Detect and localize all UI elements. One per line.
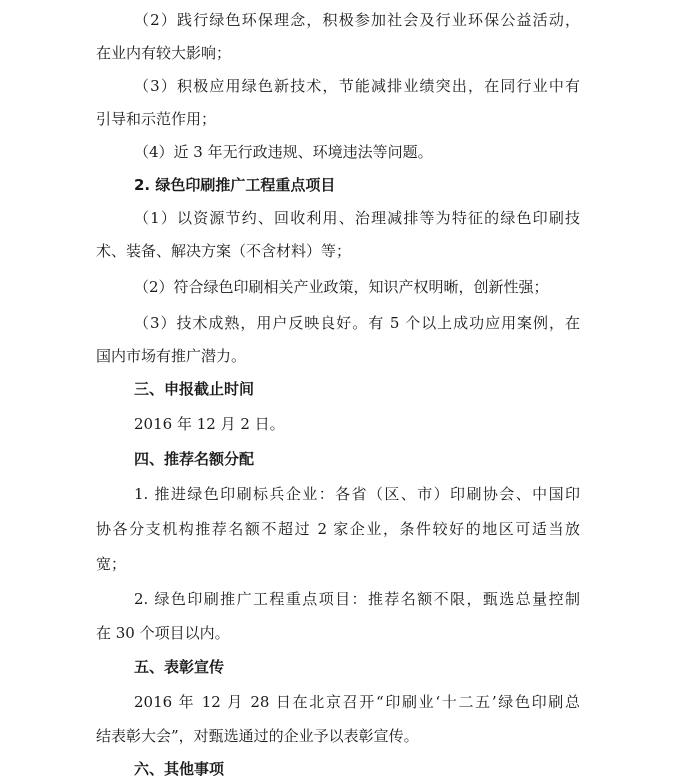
paragraph-line: （3）积极应用绿色新技术，节能减排业绩突出，在同行业中有 [134,77,580,95]
paragraph-line: 在 30 个项目以内。 [96,624,230,642]
paragraph-line: 国内市场有推广潜力。 [96,347,247,365]
paragraph-line: 2016 年 12 月 28 日在北京召开“印刷业‘十二五’绿色印刷总 [134,693,580,711]
paragraph-line: （2）符合绿色印刷相关产业政策，知识产权明晰，创新性强； [134,278,549,296]
paragraph-line: （4）近 3 年无行政违规、环境违法等问题。 [134,143,433,161]
paragraph-line: 2016 年 12 月 2 日。 [134,415,285,433]
paragraph-line: 宽； [96,555,127,573]
section-heading: 三、申报截止时间 [134,380,255,398]
paragraph-line: （2）践行绿色环保理念，积极参加社会及行业环保公益活动， [134,11,580,29]
paragraph-line: 1. 推进绿色印刷标兵企业：各省（区、市）印刷协会、中国印 [134,485,580,503]
section-heading: 五、表彰宣传 [134,658,225,676]
paragraph-line: 结表彰大会”，对甄选通过的企业予以表彰宣传。 [96,727,419,745]
paragraph-line: 协各分支机构推荐名额不超过 2 家企业，条件较好的地区可适当放 [96,520,580,538]
section-heading: 六、其他事项 [134,760,225,778]
paragraph-line: （1）以资源节约、回收利用、治理减排等为特征的绿色印刷技 [134,209,580,227]
paragraph-line: 术、装备、解决方案（不含材料）等； [96,242,352,260]
paragraph-line: （3）技术成熟，用户反映良好。有 5 个以上成功应用案例，在 [134,314,580,332]
paragraph-line: 在业内有较大影响； [96,44,232,62]
section-subheading: 2. 绿色印刷推广工程重点项目 [134,176,336,194]
paragraph-line: 引导和示范作用； [96,110,217,128]
section-heading: 四、推荐名额分配 [134,450,255,468]
paragraph-line: 2. 绿色印刷推广工程重点项目：推荐名额不限，甄选总量控制 [134,590,580,608]
